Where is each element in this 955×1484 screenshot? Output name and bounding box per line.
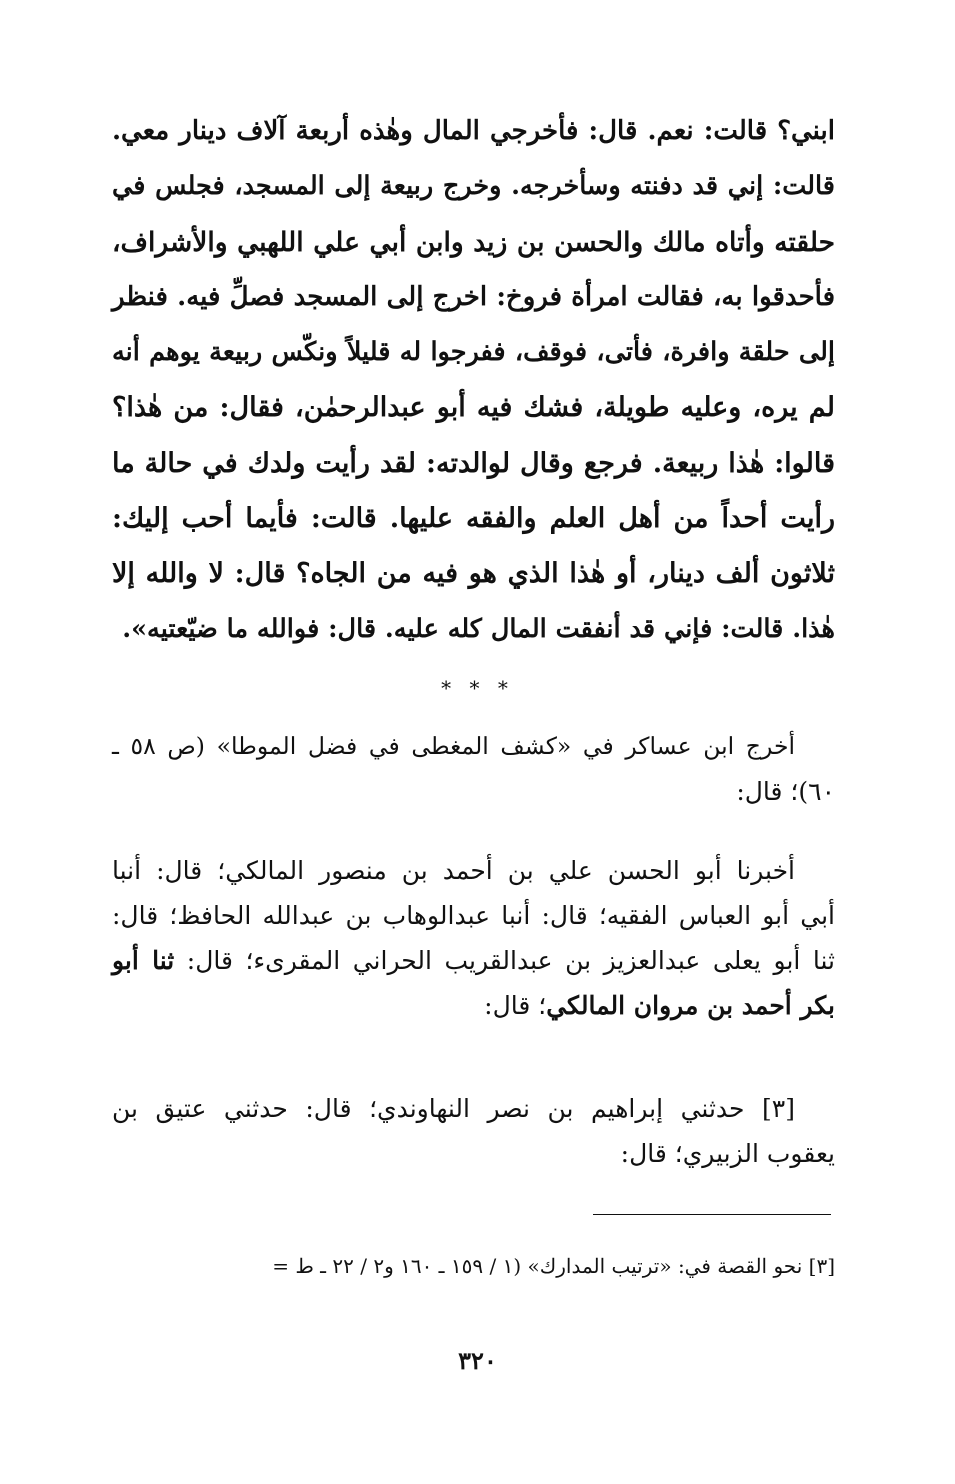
- text-line: أخبرنا أبو الحسن علي بن أحمد بن منصور المالكي؛ قال: أنبا: [112, 856, 795, 885]
- text-line: ٦٠)؛ قال:: [736, 777, 835, 806]
- text-line: [112, 983, 835, 1028]
- chain-text: ثنا أبو يعلى عبدالعزيز بن عبدالقريب الحراني المقرىء؛ قال:: [186, 946, 835, 975]
- text-line: قالوا: هٰذا ربيعة. فرجع وقال لوالدته: لقد رأيت ولدك في حالة ما: [112, 447, 835, 479]
- chain-text-bold: ثنا أبو: [112, 946, 175, 975]
- text-line: [٣] حدثني إبراهيم بن نصر النهاوندي؛ قال: حدثني عتيق بن: [112, 1094, 795, 1123]
- text-line: حلقته وأتاه مالك والحسن بن زيد وابن أبي علي اللهبي والأشراف،: [112, 226, 835, 258]
- hadith-paragraph: [112, 1086, 835, 1176]
- text-line: هٰذا. قالت: فإني قد أنفقت المال كله عليه. قال: فوالله ما ضيّعتيه».: [122, 613, 835, 644]
- chain-paragraph: [112, 848, 835, 1028]
- page-number: ٣٢٠: [458, 1346, 497, 1375]
- text-line: يعقوب الزبيري؛ قال:: [620, 1139, 835, 1168]
- source-paragraph: [112, 724, 835, 814]
- section-separator: * * *: [441, 676, 514, 700]
- text-line: [112, 938, 835, 983]
- footnote-divider: [593, 1214, 831, 1215]
- text-line: إلى حلقة وافرة، فأتى، فوقف، ففرجوا له قليلاً ونكّس ربيعة يوهم أنه: [112, 337, 835, 368]
- main-text: [112, 104, 835, 657]
- text-line: أخرج ابن عساكر في «كشف المغطى في فضل الموطا» (ص ٥٨ ـ: [112, 732, 795, 760]
- text-line: أبي أبو العباس الفقيه؛ قال: أنبا عبدالوهاب بن عبدالله الحافظ؛ قال:: [112, 901, 835, 930]
- text-line: ابني؟ قالت: نعم. قال: فأخرجي المال وهٰذه أربعة آلاف دينار معي.: [112, 116, 835, 146]
- text-line: رأيت أحداً من أهل العلم والفقه عليها. قالت: فأيما أحب إليك:: [112, 503, 835, 535]
- chain-text: ؛ قال:: [484, 991, 547, 1020]
- text-line: ثلاثون ألف دينار، أو هٰذا الذي هو فيه من الجاه؟ قال: لا والله إلا: [112, 558, 835, 590]
- text-line: فأحدقوا به، فقالت امرأة فروخ: اخرج إلى المسجد فصلِّ فيه. فنظر: [112, 281, 835, 312]
- text-line: قالت: إني قد دفنته وسأخرجه. وخرج ربيعة إلى المسجد، فجلس في: [112, 171, 835, 202]
- footnote: [٣] نحو القصة في: «ترتيب المدارك» (١ / ١٥٩ ـ ١٦٠ و٢ / ٢٢ ـ ط =: [272, 1254, 835, 1278]
- chain-text-bold: بكر أحمد بن مروان المالكي: [546, 991, 835, 1020]
- text-line: لم يره، وعليه طويلة، فشك فيه أبو عبدالرحمٰن، فقال: من هٰذا؟: [112, 392, 835, 424]
